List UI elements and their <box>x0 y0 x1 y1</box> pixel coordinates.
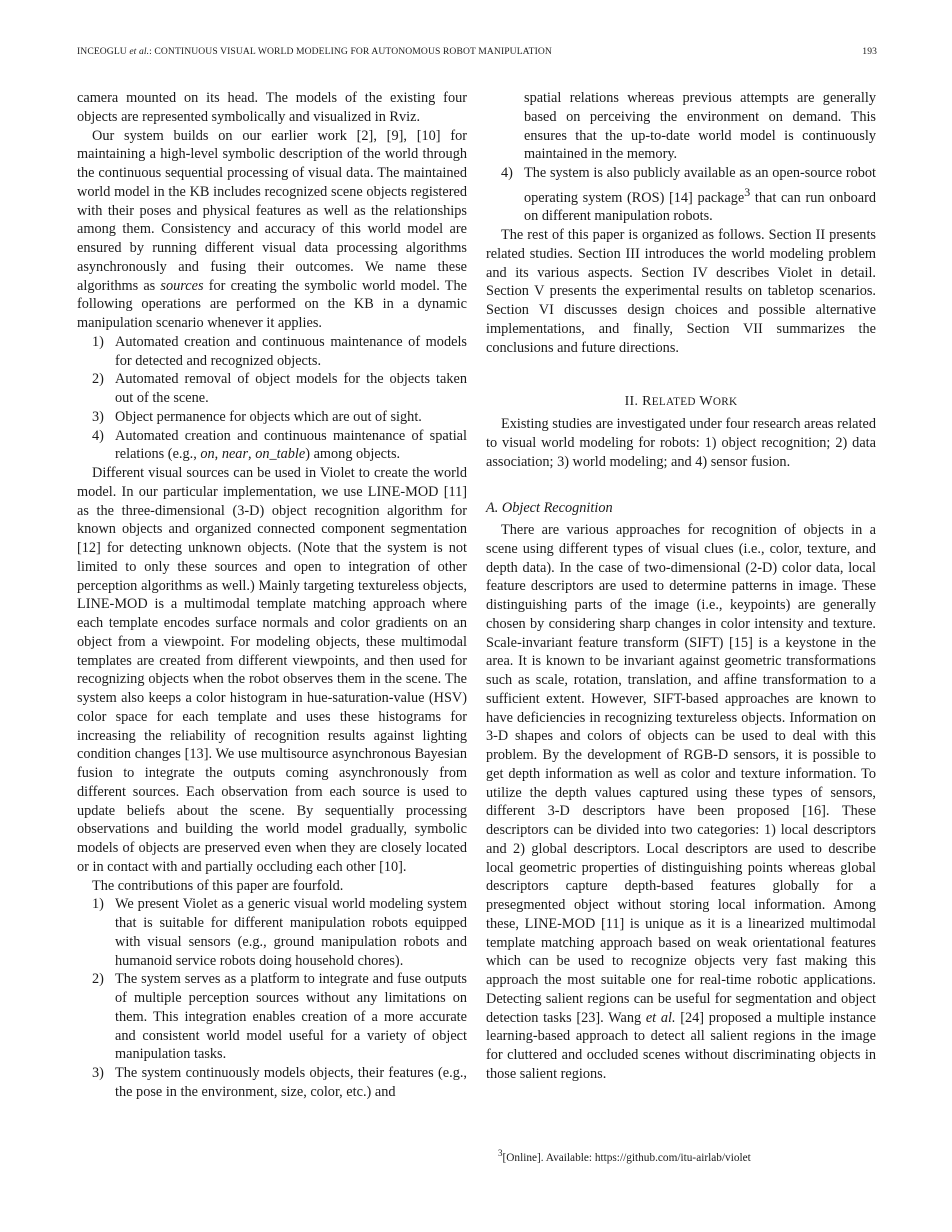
list-number: 3) <box>92 1065 104 1081</box>
p2-text-b: for creating the symbolic world model. The following operations are performed on the KB in a dynamic manipulation scenario whenever it applies. <box>77 277 467 331</box>
list-number: 4) <box>92 427 104 444</box>
emphasis-on-table: on_table <box>255 446 306 463</box>
emphasis-near: near <box>221 446 249 463</box>
paragraph-paper-organization: The rest of this paper is organized as follows. Section II presents related studies. Section III introduces the world modeling problem and its various aspects. Section IV describes Violet in detail. Section V presents the experimental results on tabletop scenarios. Section VI discusses design choices and possible alternative implementations, and finally, Section VII summarizes the conclusions and future directions. <box>486 227 876 356</box>
emphasis-on: on <box>200 446 215 463</box>
contributions-list-continued <box>486 89 876 226</box>
list-item <box>77 370 467 408</box>
list-text: The system is also publicly available as an open-source robot operating system (ROS) [14] package <box>524 165 876 206</box>
section-heading-related-work <box>486 393 876 412</box>
list-text: Automated creation and continuous maintenance of models for detected and recognized objects. <box>115 333 467 369</box>
list-number: 1) <box>92 896 104 913</box>
p2-text-a: Our system builds on our earlier work [2], [9], [10] for maintaining a high-level symbolic description of the world through the continuous sequential processing of visual data. The maintained world model in the KB includes recognized scene objects registered with their poses and physical features as well as the relationships among them. Consistency and accuracy of this world model are ensured by running different visual data processing algorithms asynchronously and fusing their outcomes. We name these algorithms as <box>77 127 467 294</box>
list-item <box>77 1064 467 1102</box>
list-text: Automated creation and continuous maintenance of spatial relations (e.g., <box>115 427 467 463</box>
list-text-end: that can run onboard on different manipulation robots. <box>524 189 877 225</box>
header-title: : CONTINUOUS VISUAL WORLD MODELING FOR AUTONOMOUS ROBOT MANIPULATION <box>149 46 552 57</box>
section-cap: W <box>699 394 713 410</box>
footnote-mark: 3 <box>498 1148 503 1159</box>
list-item <box>77 408 467 427</box>
paragraph-object-recognition <box>486 521 876 1084</box>
section-number: II. <box>624 394 639 410</box>
list-text: Automated removal of object models for the objects taken out of the scene. <box>115 371 467 406</box>
header-etal: et al. <box>129 46 150 57</box>
p2-emphasis: sources <box>160 277 204 294</box>
list-number: 3) <box>92 408 104 425</box>
list-text: spatial relations whereas previous attempts are generally based on perceiving the environment on demand. This ensures that the up-to-date world model is continuously maintained in the memory. <box>524 90 876 163</box>
list-item <box>486 89 876 164</box>
section-smallcaps: ORK <box>712 396 738 409</box>
list-number: 1) <box>92 333 104 350</box>
or-text-a: There are various approaches for recognition of objects in a scene using different types of visual clues (i.e., color, texture, and depth data). In the case of two-dimensional (2-D) color data, local feature descriptors are used to determine patterns in image. These distinguishing parts of the image (i.e., keypoints) are generally chosen by considering sharp changes in color intensity and texture. Scale-invariant feature transform (SIFT) [15] is a keystone in the area. It is known to be invariant against geometric transformations such as scale, rotation, translation, and affine transformation to a sufficient extent. However, SIFT-based approaches are known to have deficiencies in recognizing textureless objects. Information on 3-D shapes and colors of objects can be used to deal with this problem. By the development of RGB-D sensors, it is possible to get depth information as well as color and texture information. To utilize the depth values captured using these types of sensors, different 3-D descriptors have been proposed [16]. These descriptors can be divided into two categories: 1) local descriptors and 2) global descriptors. Local descriptors are used to describe local geometric properties of distinguishing points whereas global descriptors capture depth-based features globally for a presegmented object without storing local information. Among these, LINE-MOD [11] is unique as it is a linearized multimodal template matching approach based on weak orientational features which can be used to recognize objects very fast making this approach the most suitable one for real-time robotic applications. Detecting salient regions can be useful for segmentation and object detection tasks [23]. Wang <box>486 522 876 1026</box>
separator: , <box>248 446 256 463</box>
section-cap: R <box>642 394 652 410</box>
header-authors: INCEOGLU <box>77 46 127 57</box>
contributions-list <box>77 895 467 1101</box>
running-header-title <box>77 46 552 57</box>
list-text: The system continuously models objects, their features (e.g., the pose in the environment, size, color, etc.) and <box>115 1065 467 1100</box>
list-number: 4) <box>501 165 513 181</box>
footnote-text: [Online]. Available: https://github.com/itu-airlab/violet <box>502 1152 751 1164</box>
subsection-heading-object-recognition: A. Object Recognition <box>486 500 613 517</box>
list-text-end: ) among objects. <box>305 446 401 463</box>
list-item <box>77 333 467 371</box>
list-text: The system serves as a platform to integrate and fuse outputs of multiple perception sources without any limitations on them. This integration enables creation of a more accurate and consistent world model useful for a variety of object manipulation tasks. <box>115 971 467 1063</box>
paragraph-related-work-intro: Existing studies are investigated under four research areas related to visual world modeling for robots: 1) object recognition; 2) data association; 3) world modeling; and 4) sensor fusion. <box>486 416 876 470</box>
footnote-marker: 3 <box>744 184 751 199</box>
or-text-b: [24] proposed a multiple instance learning-based approach to detect all salient regions in the image for cluttered and occluded scenes without discriminating objects in those salient regions. <box>486 1009 876 1082</box>
list-item <box>486 164 876 226</box>
separator: , <box>214 446 222 463</box>
section-smallcaps: ELATED <box>651 396 696 409</box>
footnote <box>498 1148 888 1165</box>
paragraph-intro-continued: camera mounted on its head. The models of the existing four objects are represented symbolically and visualized in Rviz. <box>77 90 467 125</box>
paragraph-system-overview <box>77 127 467 333</box>
or-emphasis: et al. <box>645 1009 676 1026</box>
page-number: 193 <box>862 46 877 57</box>
left-column <box>77 89 467 1102</box>
list-number: 2) <box>92 971 104 988</box>
paragraph-contributions-intro: The contributions of this paper are fourfold. <box>92 877 344 894</box>
right-column <box>486 89 876 1084</box>
list-item <box>77 970 467 1064</box>
list-item <box>77 895 467 970</box>
list-text: Object permanence for objects which are out of sight. <box>115 408 422 425</box>
operations-list <box>77 333 467 464</box>
list-text: We present Violet as a generic visual world modeling system that is suitable for different manipulation robots equipped with visual sensors (e.g., ground manipulation robots and humanoid service robots doing household chores). <box>115 896 467 969</box>
running-header <box>77 46 877 57</box>
list-number: 2) <box>92 371 104 388</box>
list-item <box>77 427 467 465</box>
paragraph-visual-sources: Different visual sources can be used in Violet to create the world model. In our particular implementation, we use LINE-MOD [11] as the three-dimensional (3-D) object recognition algorithm for known objects and organized connected component segmentation [12] for detecting unknown objects. (Note that the system is not limited to only these sources and open to integration of other perception algorithms as well.) Mainly targeting textureless objects, LINE-MOD is a multimodal template matching approach where each template encodes surface normals and color gradients on an object from a viewpoint. For modeling objects, these multimodal templates are created from different viewpoints, and then used for recognizing objects when the robot observes them in the scene. The system also keeps a color histogram in hue-saturation-value (HSV) color space for each template and uses these histograms for increasing the reliability of recognition results against lighting condition changes [13]. We use multisource asynchronous Bayesian fusion to integrate the outputs coming asynchronously from different sources. Each observation from each source is used to update beliefs about the scene. By sequentially processing observations and building the world model gradually, symbolic models of objects are preserved even when they are closely located or in contact with and partially occluding each other [10]. <box>77 465 467 875</box>
